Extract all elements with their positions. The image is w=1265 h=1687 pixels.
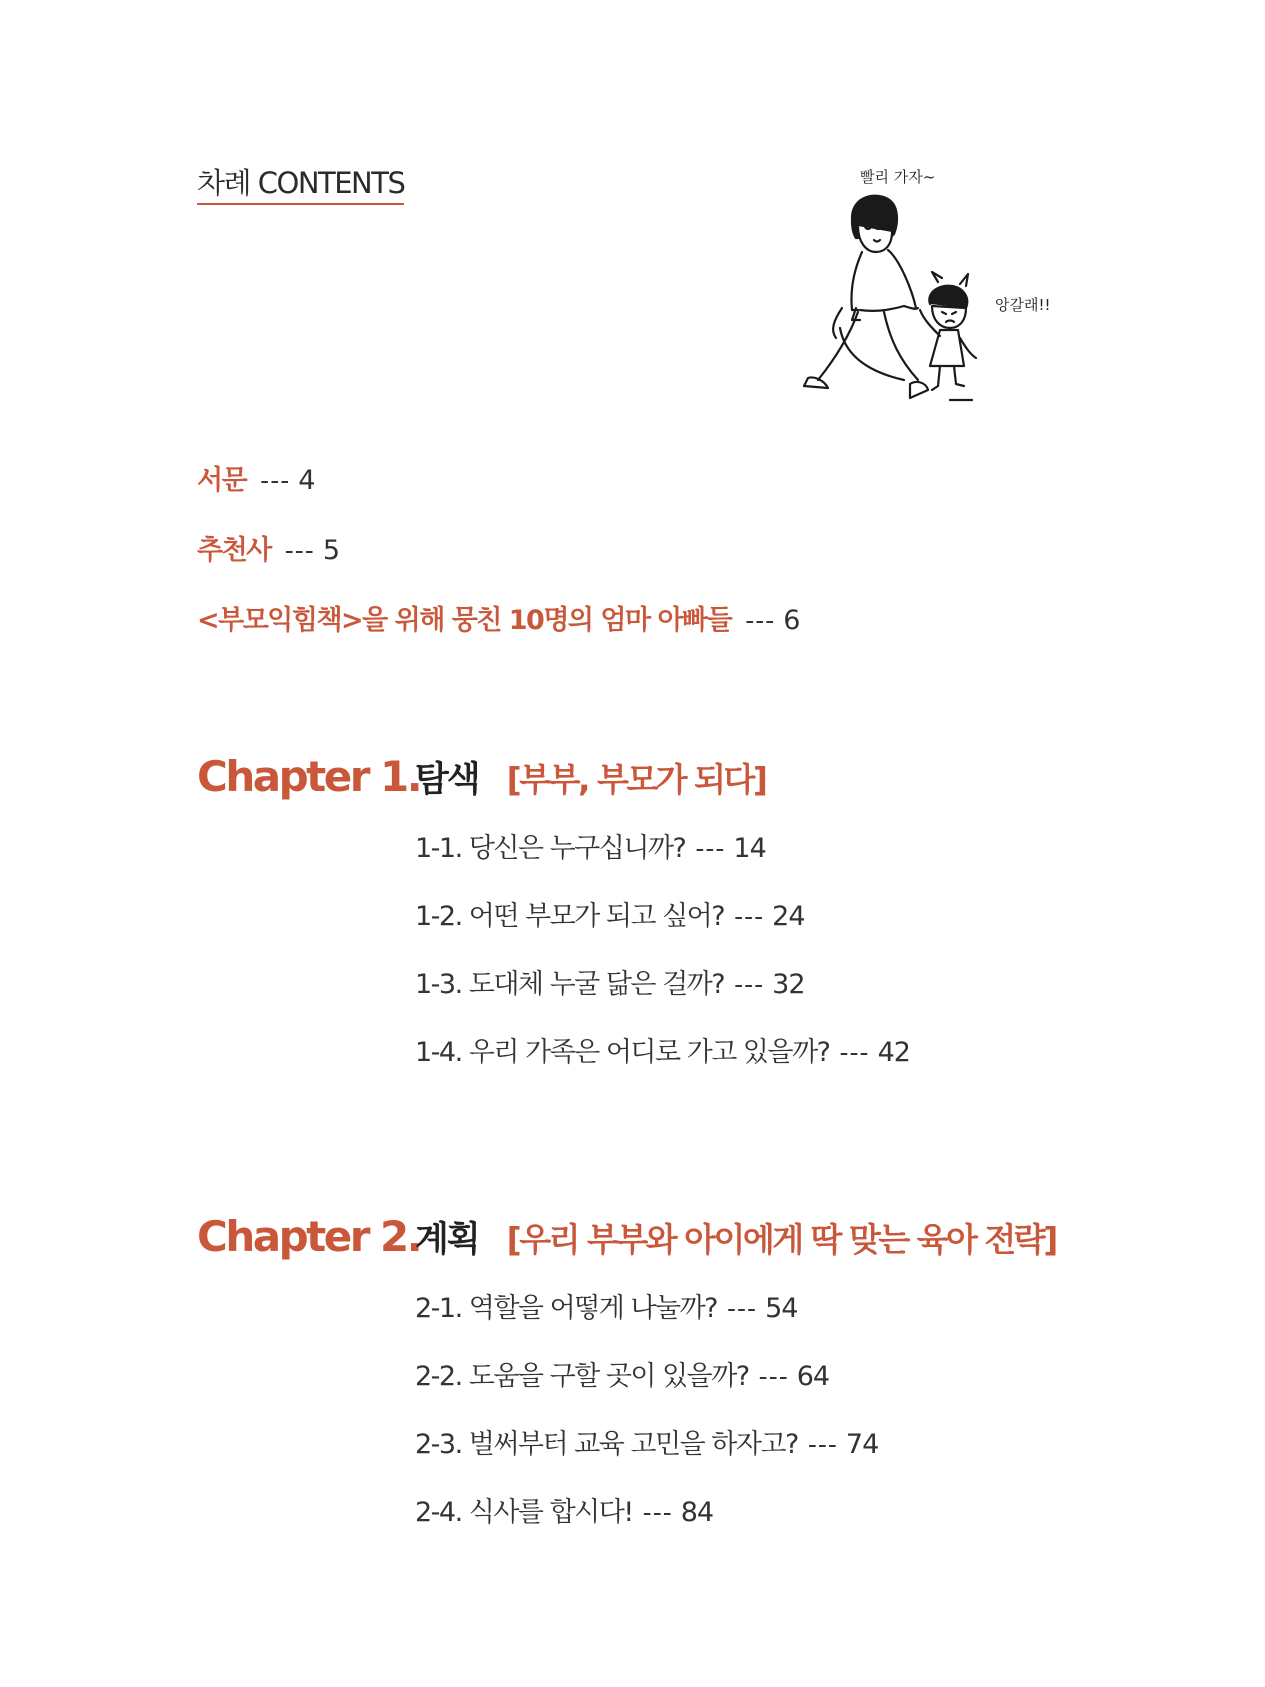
section-title: 1-1. 당신은 누구십니까? [415,833,686,864]
section-item[interactable] [415,894,910,962]
page-number: 74 [845,1429,879,1460]
page-number: 4 [298,465,315,496]
page-number: 64 [796,1361,830,1392]
page-number: 6 [783,605,800,636]
section-item[interactable] [415,1422,1056,1490]
front-item-title: 추천사 [197,535,271,566]
chapter-name: 계획 [415,1220,479,1260]
page-number: 42 [877,1037,910,1068]
section-item[interactable] [415,826,910,894]
toc-heading: 차례 CONTENTS [197,167,404,205]
section-list [415,1286,1056,1558]
section-item[interactable] [415,1030,910,1098]
leader-dashes: --- [734,902,765,931]
leader-dashes: --- [758,1362,789,1391]
chapter-header[interactable] [197,1212,1056,1262]
leader-dashes: --- [695,834,726,863]
page-number: 14 [733,833,766,864]
section-title: 2-2. 도움을 구할 곳이 있을까? [415,1361,749,1392]
page-number: 24 [772,901,805,932]
leader-dashes: --- [745,606,776,635]
front-item-preface[interactable] [197,458,799,528]
section-title: 1-2. 어떤 부모가 되고 싶어? [415,901,725,932]
parent-child-walking-illustration [800,160,1100,450]
section-title: 1-3. 도대체 누굴 닮은 걸까? [415,969,725,1000]
leader-dashes: --- [807,1430,838,1459]
speech-child: 앙갈래!! [995,296,1051,314]
leader-dashes: --- [734,970,765,999]
section-item[interactable] [415,1490,1056,1558]
front-item-recommendation[interactable] [197,528,799,598]
chapter-header[interactable] [197,752,910,802]
section-title: 2-4. 식사를 합시다! [415,1497,633,1528]
chapter-label: Chapter 1. [197,752,421,801]
chapter-name: 탐색 [415,760,479,800]
front-item-title: 서문 [197,465,247,496]
page-number: 5 [322,535,340,566]
leader-dashes: --- [284,536,315,565]
section-item[interactable] [415,962,910,1030]
speech-parent: 빨리 가자~ [860,168,936,186]
front-item-title: <부모익힘책>을 위해 뭉친 10명의 엄마 아빠들 [197,605,732,636]
page-number: 84 [680,1497,714,1528]
front-matter-list [197,458,799,668]
leader-dashes: --- [260,466,291,495]
section-title: 2-3. 벌써부터 교육 고민을 하자고? [415,1429,798,1460]
leader-dashes: --- [727,1294,758,1323]
chapter-subtitle: [부부, 부모가 되다] [506,760,766,799]
section-item[interactable] [415,1286,1056,1354]
chapter-label: Chapter 2. [197,1212,421,1261]
page-number: 54 [765,1293,798,1324]
leader-dashes: --- [642,1498,673,1527]
chapter-subtitle: [우리 부부와 아이에게 딱 맞는 육아 전략] [506,1220,1056,1259]
chapter-2 [197,1212,1056,1558]
section-title: 1-4. 우리 가족은 어디로 가고 있을까? [415,1037,830,1068]
section-item[interactable] [415,1354,1056,1422]
page-number: 32 [772,969,805,1000]
section-title: 2-1. 역할을 어떻게 나눌까? [415,1293,717,1324]
leader-dashes: --- [839,1038,870,1067]
section-list [415,826,910,1098]
chapter-1 [197,752,910,1098]
front-item-authors[interactable] [197,598,799,668]
